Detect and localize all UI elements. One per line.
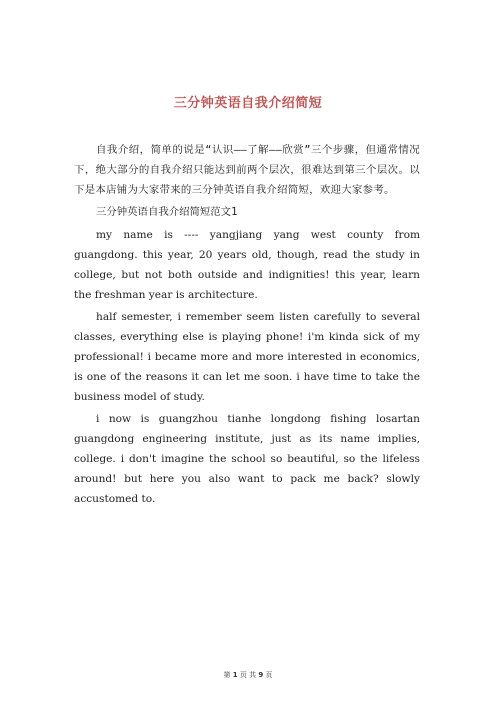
body-paragraph: my name is ---- yangjiang yang west county from guangdong. this year, 20 years old, though, read the study in college, but not both outside and indignities! this year, learn the freshman year is architecture. bbox=[74, 229, 420, 301]
body-paragraph: i now is guangzhou tianhe longdong fishing losartan guangdong engineering institute, just as its name implies, college. i don't imagine the school so beautiful, so the lifeless around! but here you also want to pack me back? slowly accustomed to. bbox=[74, 413, 420, 505]
body-paragraph: half semester, i remember seem listen carefully to several classes, everything else is playing phone! i'm kinda sick of my professional! i became more and more interested in economics, is one of the reasons it can let me soon. i have time to take the business model of study. bbox=[74, 311, 420, 403]
footer-suffix: 页 bbox=[265, 671, 273, 679]
section-heading: 三分钟英语自我介绍简短范文1 bbox=[96, 206, 238, 219]
footer-total-pages: 9 bbox=[258, 671, 264, 679]
document-title: 三分钟英语自我介绍简短 bbox=[173, 96, 323, 111]
document-body bbox=[74, 141, 420, 512]
footer-current-page: 1 bbox=[232, 671, 238, 679]
footer-prefix: 第 bbox=[223, 671, 231, 679]
intro-paragraph: 自我介绍，简单的说是“认识——了解——欣赏”三个步骤，但通常情况下，绝大部分的自我介绍只能达到前两个层次，很难达到第三个层次。以下是本店铺为大家带来的三分钟英语自我介绍简短，欢迎大家参考。 bbox=[74, 144, 420, 196]
footer-middle: 页 共 bbox=[239, 671, 257, 679]
page-footer bbox=[0, 670, 496, 680]
